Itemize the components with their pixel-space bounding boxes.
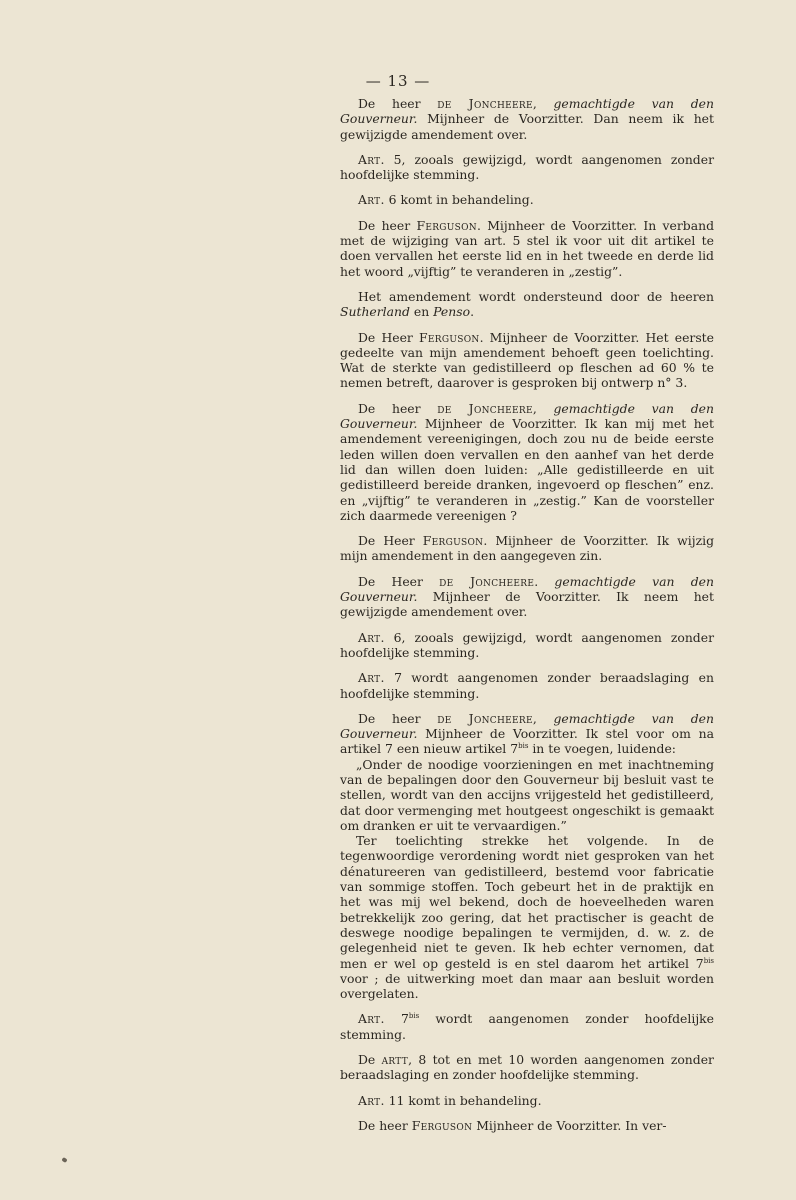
paragraph: Art. 6, zooals gewijzigd, wordt aangenomen zonder hoofdelijke stemming. (340, 629, 714, 660)
paper-speck (61, 1157, 67, 1163)
member-name: Sutherland (340, 304, 410, 320)
paragraph: De heer de Joncheere, gemachtigde van den Gouverneur. Mijnheer de Voorzitter. Ik kan mij met het amendement vereenigingen, doch zou nu de beide eerste leden willen doen vervallen en den aanhef van het derde lid dan willen doen luiden: „Alle gedistilleerde en uit gedistilleerd bereide dranken, ingevoerd op fleschen” enz. en „vijftig” te veranderen in „zestig.” Kan de voorsteller zich daarmede vereenigen ? (340, 400, 714, 523)
paragraph: De Heer Ferguson. Mijnheer de Voorzitter. Het eerste gedeelte van mijn amendement behoeft geen toelichting. Wat de sterkte van gedistilleerd op fleschen ad 60 % te nemen betreft, daarover is gesproken bij ontwerp n° 3. (340, 329, 714, 391)
speaker-name: Ferguson (416, 217, 477, 233)
paragraph: De artt, 8 tot en met 10 worden aangenomen zonder beraadslaging en zonder hoofdelijke stemming. (340, 1052, 714, 1083)
superscript: bis (703, 956, 714, 965)
speaker-name: de Joncheere (437, 710, 533, 726)
member-name: Penso (433, 304, 471, 320)
speaker-name: Ferguson (422, 533, 484, 549)
superscript: bis (518, 742, 529, 751)
paragraph: Art. $7^{bis}$ wordt aangenomen zonder hoofdelijke stemming. (340, 1011, 714, 1042)
paragraph: De heer Ferguson Mijnheer de Voorzitter. In ver- (358, 1117, 667, 1133)
speaker-name: Ferguson (411, 1117, 473, 1133)
speaker-name: de Joncheere (439, 573, 535, 589)
quoted-article: „Onder de noodige voorzieningen en met inachtneming van de bepalingen door den Gouverneur bij besluit vast te stellen, wordt van den accijns vrijgesteld het gedistilleerd, dat door vermenging met houtgeest ongeschikt is gemaakt om dranken er uit te vervaardigen.” (340, 756, 714, 833)
speaker-name: Ferguson (419, 329, 480, 345)
article-label: Art. (358, 629, 385, 645)
superscript: bis (408, 1012, 420, 1021)
speaker-role: gemachtigde van den Gouverneur. (340, 96, 714, 127)
paragraph: De Heer Ferguson. Mijnheer de Voorzitter. Ik wijzig mijn amendement in den aangegeven zin. (340, 533, 715, 564)
article-label: Art. (358, 1092, 385, 1108)
paragraph: De heer de Joncheere, gemachtigde van den Gouverneur. Mijnheer de Voorzitter. Ik stel voor om na artikel 7 een nieuw artikel $7^{bis}$ in te voegen, luidende: (340, 710, 714, 757)
page-number: — 13 — (365, 72, 431, 90)
paragraph: De Heer de Joncheere. gemachtigde van den Gouverneur. Mijnheer de Voorzitter. Ik neem het gewijzigde amendement over. (340, 573, 714, 620)
speaker-role: gemachtigde van den Gouverneur. (340, 573, 714, 605)
article-label: Art. (358, 1011, 385, 1027)
paragraph: De heer de Joncheere, gemachtigde van den Gouverneur. Mijnheer de Voorzitter. Dan neem ik het gewijzigde amendement over. (340, 96, 714, 142)
paragraph: Art. 11 komt in behandeling. (358, 1092, 542, 1108)
speaker-name: de Joncheere (437, 400, 533, 416)
paragraph: Art. 7 wordt aangenomen zonder beraadslaging en hoofdelijke stemming. (340, 670, 714, 701)
speaker-role: gemachtigde van den Gouverneur. (340, 400, 714, 432)
text-column (340, 96, 714, 1143)
article-label: Art. (358, 151, 385, 167)
paragraph: Het amendement wordt ondersteund door de heeren Sutherland en Penso. (340, 288, 714, 320)
speaker-name: de Joncheere (437, 96, 533, 111)
paragraph: De heer Ferguson. Mijnheer de Voorzitter. In verband met de wijziging van art. 5 stel ik voor uit dit artikel te doen vervallen het eerste lid en in het tweede en derde lid het woord „vijftig” te veranderen in „zestig”. (340, 217, 715, 279)
paragraph: Art. 6 komt in behandeling. (358, 192, 534, 208)
article-label: Art. (358, 192, 385, 208)
speaker-role: gemachtigde van den Gouverneur. (340, 710, 714, 742)
paragraph: Ter toelichting strekke het volgende. In de tegenwoordige verordening wordt niet gesproken van het dénatureeren van gedistilleerd, bestemd voor fabricatie van sommige stoffen. Toch gebeurt het in de praktijk en het was mij wel bekend, doch de hoeveelheden waren betrekkelijk zoo gering, dat het practischer is geacht de deswege noodige bepalingen te vermijden, d. w. z. de gelegenheid niet te geven. Ik heb echter vernomen, dat men er wel op gesteld is en stel daarom het artikel $7^{bis}$ voor ; de uitwerking moet dan maar aan besluit worden overgelaten. (340, 833, 714, 1002)
article-label: artt (381, 1052, 409, 1068)
article-label: Art. (358, 670, 385, 686)
paragraph: Art. 5, zooals gewijzigd, wordt aangenomen zonder hoofdelijke stemming. (340, 151, 714, 183)
